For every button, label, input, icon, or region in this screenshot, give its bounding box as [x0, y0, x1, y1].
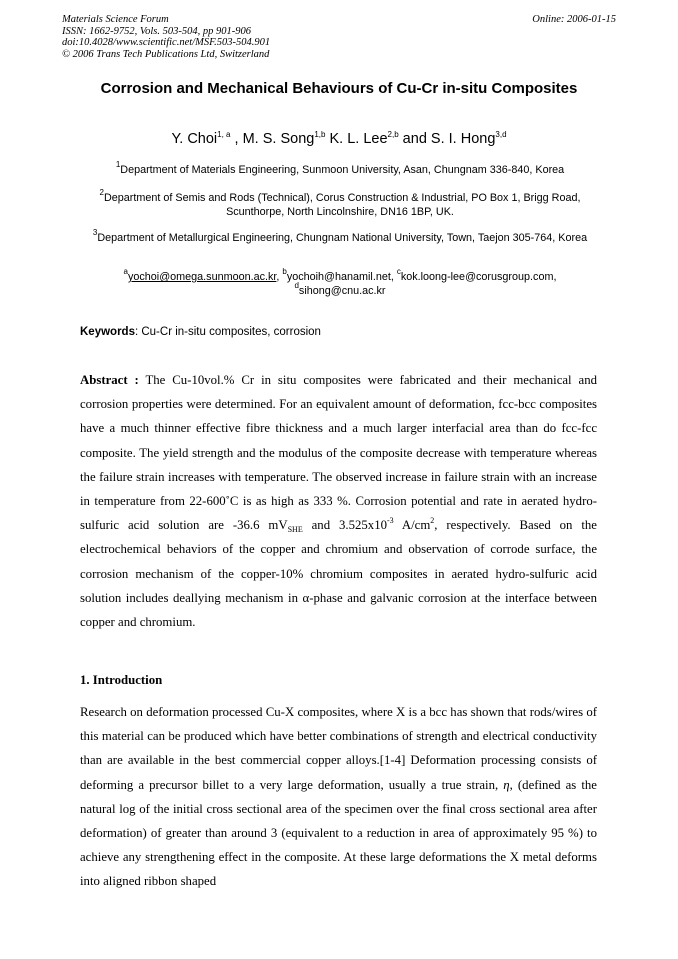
author-list [0, 131, 678, 147]
journal-header [62, 14, 270, 60]
author-name: M. S. Song [242, 131, 315, 147]
email-mark: d [294, 281, 299, 290]
email-separator: , [390, 271, 397, 283]
author-affiliation-mark: 3,d [495, 130, 507, 139]
keywords [80, 326, 321, 338]
email-mark: b [282, 267, 287, 276]
affiliation-mark: 1 [115, 160, 121, 169]
email-separator: , [276, 271, 283, 283]
doi-line: doi:10.4028/www.scientific.net/MSF.503-504.901 [62, 37, 271, 48]
author-affiliation-mark: 1,b [314, 130, 326, 139]
email-list [80, 267, 600, 298]
author-separator: and [398, 131, 431, 147]
abstract-paragraph [80, 368, 597, 634]
abstract-text: , respectively. Based on the electrochemical behaviors of the copper and chromium and observation of corrode surface, the corrosion mechanism of the copper-10% chromium composites in aerated hydro-sulfuric acid solution includes deallying mechanism in α-phase and galvanic corrosion at the interface between copper and chromium. [80, 518, 597, 630]
author-name: K. L. Lee [329, 131, 388, 147]
affiliation-1 [80, 160, 600, 177]
abstract-text: A/cm [393, 518, 431, 533]
author-affiliation-mark: 1, a [217, 130, 231, 139]
issn-line: ISSN: 1662-9752, Vols. 503-504, pp 901-906 [62, 25, 251, 37]
introduction-paragraph [80, 700, 597, 894]
section-heading: 1. Introduction [80, 673, 163, 687]
paper-title: Corrosion and Mechanical Behaviours of Cu-Cr in-situ Composites [100, 80, 578, 97]
author-name: Y. Choi [171, 131, 218, 147]
abstract-label: Abstract : [80, 373, 139, 387]
eta-symbol: η [503, 777, 510, 792]
keywords-text: : Cu-Cr in-situ composites, corrosion [134, 326, 321, 338]
affiliation-text: Department of Semis and Rods (Technical), Corus Construction & Industrial, PO Box 1, Brigg Road, Scunthorpe, North Lincolnshire, DN16 1BP, UK. [103, 192, 581, 218]
email-link[interactable]: yochoi@omega.sunmoon.ac.kr [127, 271, 277, 283]
abstract-text: and 3.525x10 [302, 518, 387, 533]
journal-name: Materials Science Forum [62, 14, 169, 25]
affiliation-mark: 3 [92, 228, 98, 237]
affiliation-text: Department of Materials Engineering, Sunmoon University, Asan, Chungnam 336-840, Korea [120, 164, 565, 176]
affiliation-2 [80, 188, 600, 219]
intro-text: Research on deformation processed Cu-X composites, where X is a bcc has shown that rods/wires of this material can be produced which have better combinations of strength and electrical conductivity than are available in the best commercial copper alloys.[1-4] Deformation processing consists of deforming a precursor billet to a very large deformation, usually a true strain, [80, 705, 597, 792]
affiliation-text: Department of Metallurgical Engineering, Chungnam National University, Town, Taejon 305-764, Korea [97, 232, 588, 244]
superscript: -3 [387, 516, 394, 526]
email-link[interactable]: yochoih@hanamil.net [286, 271, 391, 283]
copyright-line: © 2006 Trans Tech Publications Ltd, Switzerland [62, 48, 270, 60]
keywords-label: Keywords [80, 326, 135, 338]
affiliation-mark: 2 [99, 188, 104, 197]
author-affiliation-mark: 2,b [387, 130, 399, 139]
email-mark: c [396, 267, 401, 276]
intro-text: , (defined as the natural log of the initial cross sectional area of the specimen over the final cross sectional area after deformation) of greater than around 3 (equivalent to a reduction in area of approximately 95 %) to achieve any strengthening effect in the composite. At these large deformations the X metal deforms into aligned ribbon shaped [80, 777, 597, 889]
email-mark: a [123, 267, 128, 276]
author-separator: , [230, 131, 243, 147]
email-link[interactable]: kok.loong-lee@corusgroup.com [400, 271, 554, 283]
online-date: Online: 2006-01-15 [532, 14, 616, 25]
subscript: SHE [287, 525, 303, 535]
affiliation-3 [80, 228, 600, 245]
abstract-text: The Cu-10vol.% Cr in situ composites were fabricated and their mechanical and corrosion properties were determined. For an equivalent amount of deformation, fcc-bcc composites have a much thinner effective fibre thickness and a much larger interfacial area than do fcc-fcc composite. The yield strength and the modulus of the composite decrease with temperature whereas the failure strain increases with temperature. The observed increase in failure strain with an increase in temperature from 22-600˚C is as high as 333 %. Corrosion potential and rate in aerated hydro-sulfuric acid solution are -36.6 mV [80, 373, 597, 533]
email-link[interactable]: sihong@cnu.ac.kr [298, 285, 386, 297]
email-separator: , [553, 271, 557, 283]
superscript: 2 [430, 516, 435, 526]
author-name: S. I. Hong [430, 131, 496, 147]
